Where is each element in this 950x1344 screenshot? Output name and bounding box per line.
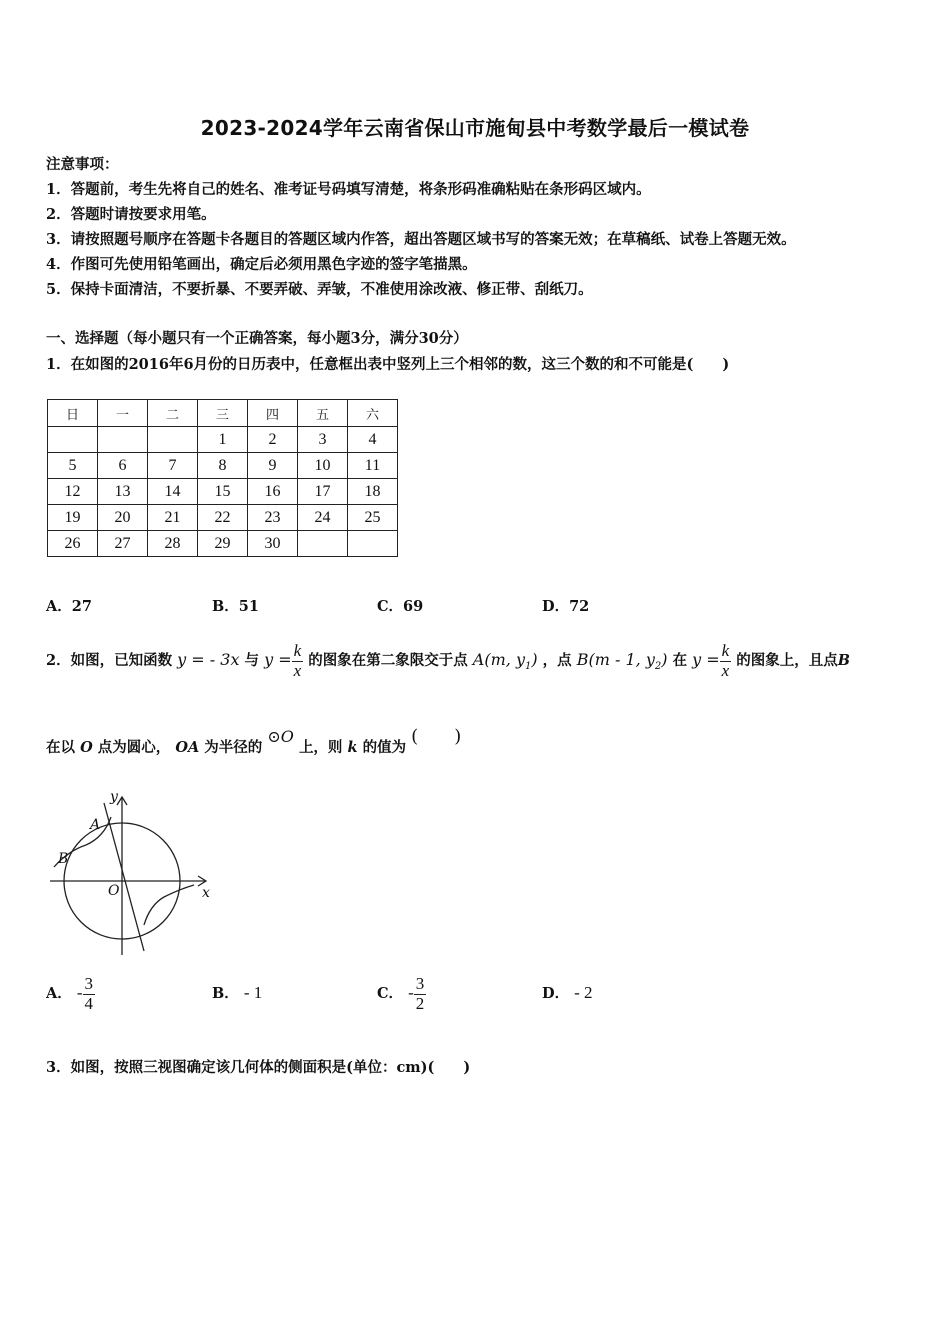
calendar-header-cell: 五 bbox=[298, 400, 348, 427]
calendar-cell: 11 bbox=[348, 453, 398, 479]
option-value: - 2 bbox=[574, 983, 593, 1002]
option-fraction bbox=[414, 975, 427, 1013]
point-a-coords: A(m, y bbox=[472, 650, 525, 669]
notes-heading: 注意事项： bbox=[46, 156, 119, 173]
q2-text: 的图象在第二象限交于点 bbox=[308, 652, 468, 669]
calendar-header-cell: 三 bbox=[198, 400, 248, 427]
note-item: 5．保持卡面清洁，不要折暴、不要弄破、弄皱，不准使用涂改液、修正带、刮纸刀。 bbox=[46, 281, 593, 298]
calendar-cell: 18 bbox=[348, 479, 398, 505]
calendar-row bbox=[48, 531, 398, 557]
fraction-denominator: x bbox=[293, 660, 302, 680]
calendar-header-cell: 二 bbox=[148, 400, 198, 427]
q2-fraction-k-over-x bbox=[292, 642, 304, 680]
note-item: 4．作图可先使用铅笔画出，确定后必须用黑色字迹的签字笔描黑。 bbox=[46, 256, 477, 273]
calendar-cell: 23 bbox=[248, 505, 298, 531]
calendar-cell: 29 bbox=[198, 531, 248, 557]
q2-point-a bbox=[472, 650, 538, 673]
q2-fraction-k-over-x bbox=[720, 642, 732, 680]
calendar-cell: 4 bbox=[348, 427, 398, 453]
option-label: A． bbox=[46, 985, 72, 1002]
q1-option-b: B．51 bbox=[212, 598, 259, 615]
option-value: - 1 bbox=[243, 983, 263, 1002]
calendar-header-cell: 一 bbox=[98, 400, 148, 427]
calendar-cell: 6 bbox=[98, 453, 148, 479]
q2-text: 为半径的 bbox=[204, 739, 263, 756]
calendar-cell bbox=[98, 427, 148, 453]
q2-label-oa: OA bbox=[175, 739, 200, 756]
q2-text: ，点 bbox=[542, 652, 572, 669]
q2-formula-inverse-lhs: y = bbox=[264, 650, 292, 669]
calendar-row bbox=[48, 479, 398, 505]
calendar-header-cell: 四 bbox=[248, 400, 298, 427]
hyperbola-branch-lower-right bbox=[144, 885, 194, 925]
calendar-header-cell: 六 bbox=[348, 400, 398, 427]
q2-option-d bbox=[542, 968, 593, 1019]
q2-text: 点为圆心， bbox=[97, 739, 171, 756]
q2-label-k: k bbox=[347, 739, 358, 756]
calendar-cell bbox=[348, 531, 398, 557]
q2-text: 与 bbox=[244, 652, 260, 669]
calendar-cell: 10 bbox=[298, 453, 348, 479]
label-x: x bbox=[202, 885, 210, 901]
calendar-cell: 22 bbox=[198, 505, 248, 531]
calendar-row bbox=[48, 427, 398, 453]
calendar-cell bbox=[298, 531, 348, 557]
label-y: y bbox=[110, 789, 118, 805]
q2-text: 在以 bbox=[46, 739, 75, 756]
calendar-cell: 5 bbox=[48, 453, 98, 479]
q2-point-label-b: B bbox=[837, 652, 851, 669]
fraction-denominator: 2 bbox=[415, 993, 425, 1013]
calendar-cell: 8 bbox=[198, 453, 248, 479]
point-a-close: ) bbox=[531, 650, 538, 669]
calendar-cell: 30 bbox=[248, 531, 298, 557]
calendar-cell: 16 bbox=[248, 479, 298, 505]
question-3-text: 3．如图，按照三视图确定该几何体的侧面积是(单位：cm)( ) bbox=[46, 1059, 471, 1076]
option-minus-sign: - bbox=[408, 983, 414, 1002]
q2-option-a bbox=[46, 968, 95, 1019]
q1-option-d: D．72 bbox=[542, 598, 590, 615]
calendar-table bbox=[47, 399, 398, 557]
point-a-subscript: 1 bbox=[524, 661, 532, 673]
fraction-numerator: k bbox=[721, 640, 730, 660]
note-item: 3．请按照题号顺序在答题卡各题目的答题区域内作答，超出答题区域书写的答案无效；在草稿纸、试卷上答题无效。 bbox=[46, 231, 796, 248]
q2-formula-linear: y = - 3x bbox=[177, 650, 240, 669]
fraction-numerator: 3 bbox=[415, 973, 425, 993]
question-2-line-1 bbox=[46, 630, 850, 694]
question-2-line-2 bbox=[46, 727, 461, 768]
q2-text: 在 bbox=[672, 652, 688, 669]
point-b-coords: B(m - 1, y bbox=[576, 650, 655, 669]
q2-text: 上，则 bbox=[298, 739, 343, 756]
calendar-cell: 3 bbox=[298, 427, 348, 453]
calendar-header-cell: 日 bbox=[48, 400, 98, 427]
q2-text: 的值为 bbox=[362, 739, 407, 756]
fraction-denominator: x bbox=[721, 660, 730, 680]
q2-answer-blank: ( ) bbox=[411, 726, 462, 747]
option-label: D． bbox=[542, 985, 570, 1002]
calendar-header-row bbox=[48, 400, 398, 427]
calendar-cell: 24 bbox=[298, 505, 348, 531]
calendar-cell: 14 bbox=[148, 479, 198, 505]
calendar-cell: 17 bbox=[298, 479, 348, 505]
calendar-cell bbox=[48, 427, 98, 453]
calendar-row bbox=[48, 453, 398, 479]
calendar-cell: 1 bbox=[198, 427, 248, 453]
calendar-cell: 9 bbox=[248, 453, 298, 479]
note-item: 1．答题前，考生先将自己的姓名、准考证号码填写清楚，将条形码准确粘贴在条形码区域内。 bbox=[46, 181, 651, 198]
section-heading: 一、选择题（每小题只有一个正确答案，每小题3分，满分30分） bbox=[46, 330, 468, 347]
label-a: A bbox=[90, 817, 101, 833]
q2-point-b bbox=[576, 650, 668, 673]
calendar-cell: 12 bbox=[48, 479, 98, 505]
calendar-cell: 21 bbox=[148, 505, 198, 531]
calendar-cell: 26 bbox=[48, 531, 98, 557]
calendar-cell bbox=[148, 427, 198, 453]
question-1-text: 1．在如图的2016年6月份的日历表中，任意框出表中竖列上三个相邻的数，这三个数的和不可能是( ) bbox=[46, 356, 730, 373]
option-fraction bbox=[83, 975, 96, 1013]
point-b-subscript: 2 bbox=[654, 661, 662, 673]
calendar-cell: 25 bbox=[348, 505, 398, 531]
calendar-row bbox=[48, 505, 398, 531]
calendar-cell: 19 bbox=[48, 505, 98, 531]
point-b-close: ) bbox=[661, 650, 668, 669]
note-item: 2．答题时请按要求用笔。 bbox=[46, 206, 216, 223]
option-label: C． bbox=[377, 985, 404, 1002]
calendar-cell: 20 bbox=[98, 505, 148, 531]
calendar-cell: 13 bbox=[98, 479, 148, 505]
q1-option-c: C．69 bbox=[377, 598, 424, 615]
q2-circle-o: ⊙O bbox=[267, 727, 294, 746]
q1-option-a: A．27 bbox=[46, 598, 92, 615]
fraction-numerator: 3 bbox=[84, 973, 93, 993]
q2-formula-inverse-lhs: y = bbox=[692, 650, 720, 669]
fraction-numerator: k bbox=[293, 640, 302, 660]
q2-option-c bbox=[377, 968, 426, 1019]
q2-figure bbox=[46, 785, 216, 955]
calendar-cell: 15 bbox=[198, 479, 248, 505]
q2-option-b bbox=[212, 968, 262, 1019]
option-label: B． bbox=[212, 985, 239, 1002]
q2-text: 2．如图，已知函数 bbox=[46, 652, 173, 669]
calendar-cell: 7 bbox=[148, 453, 198, 479]
label-b: B bbox=[58, 851, 69, 867]
fraction-denominator: 4 bbox=[84, 993, 93, 1013]
q2-text: 的图象上，且点 bbox=[736, 652, 838, 669]
calendar-cell: 2 bbox=[248, 427, 298, 453]
calendar-cell: 28 bbox=[148, 531, 198, 557]
option-minus-sign: - bbox=[76, 983, 83, 1002]
q2-label-o: O bbox=[80, 739, 93, 756]
label-o: O bbox=[108, 883, 120, 899]
page-title: 2023-2024学年云南省保山市施甸县中考数学最后一模试卷 bbox=[200, 116, 750, 140]
calendar-cell: 27 bbox=[98, 531, 148, 557]
